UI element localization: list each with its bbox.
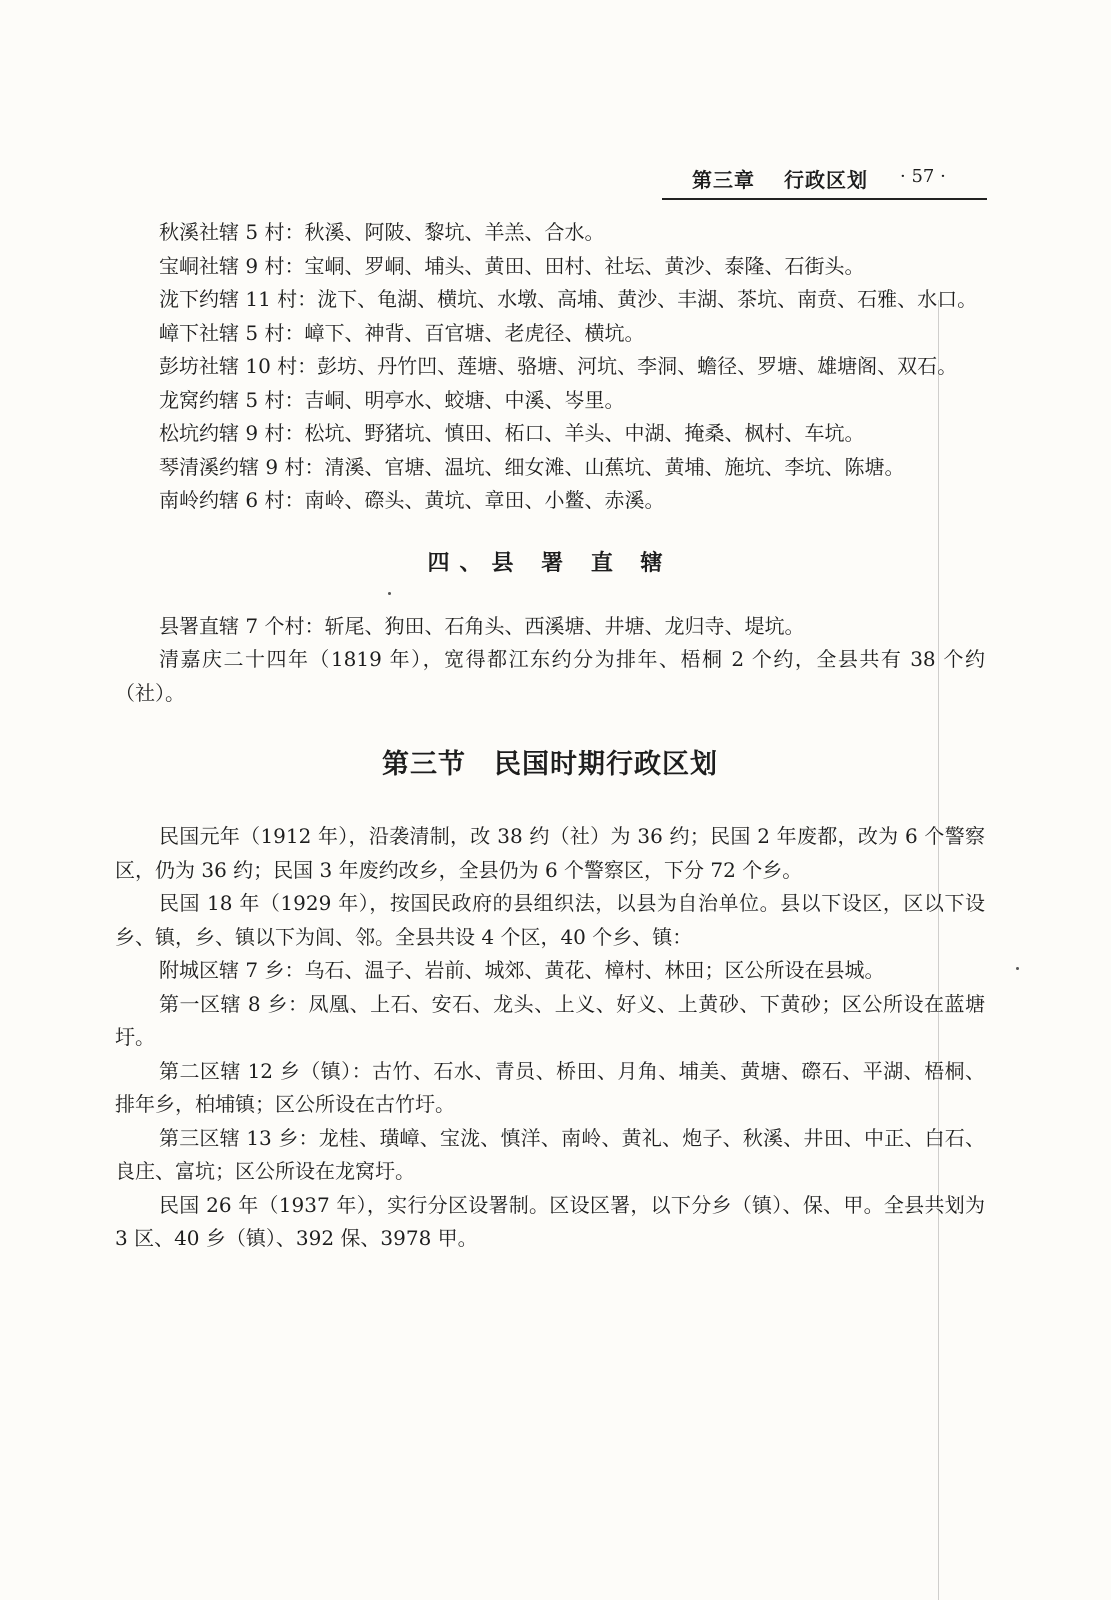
paragraph: 县署直辖 7 个村：斩尾、狗田、石角头、西溪塘、井塘、龙归寺、堤坑。	[159, 613, 805, 638]
village-line: 宝峒社辖 9 村：宝峒、罗峒、埔头、黄田、田村、社坛、黄沙、泰隆、石街头。	[159, 253, 865, 278]
scan-speck	[388, 592, 391, 595]
village-line: 泷下约辖 11 村：泷下、龟湖、横坑、水墩、高埔、黄沙、丰湖、茶坑、南贲、石雅、水口。	[159, 287, 978, 311]
village-line: 彭坊社辖 10 村：彭坊、丹竹凹、莲塘、骆塘、河坑、李洞、蟾径、罗塘、雄塘阁、双石。	[159, 354, 958, 378]
paragraph: 民国 26 年（1937 年），实行分区设署制。区设区署，以下分乡（镇）、保、甲。全县共划为 3 区、40 乡（镇）、392 保、3978 甲。	[115, 1192, 985, 1250]
running-header	[662, 158, 987, 200]
scan-speck	[1016, 967, 1019, 970]
village-line: 秋溪社辖 5 村：秋溪、阿陂、黎坑、羊羔、合水。	[159, 220, 605, 244]
village-line: 琴清溪约辖 9 村：清溪、官塘、温坑、细女滩、山蕉坑、黄埔、施坑、李坑、陈塘。	[159, 454, 905, 479]
section-four-heading: 四、县 署 直 辖	[427, 550, 673, 576]
village-line: 南岭约辖 6 村：南岭、磜头、黄坑、章田、小鳖、赤溪。	[159, 488, 665, 512]
page-body	[115, 216, 985, 1256]
paragraph: 民国 18 年（1929 年），按国民政府的县组织法，以县为自治单位。县以下设区，区以下设乡、镇，乡、镇以下为闾、邻。全县共设 4 个区，40 个乡、镇：	[115, 891, 985, 949]
chapter-title: 行政区划	[784, 168, 868, 192]
section-three-heading: 第三节 民国时期行政区划	[382, 749, 718, 780]
paragraph: 清嘉庆二十四年（1819 年），宽得都江东约分为排年、梧桐 2 个约，全县共有 38 个约（社）。	[115, 647, 985, 705]
village-line: 嶂下社辖 5 村：嶂下、神背、百官塘、老虎径、横坑。	[159, 320, 645, 345]
village-line: 龙窝约辖 5 村：吉峒、明亭水、蛟塘、中溪、岑里。	[159, 387, 625, 412]
paragraph: 第三区辖 13 乡：龙桂、璜嶂、宝泷、慎洋、南岭、黄礼、炮子、秋溪、井田、中正、白石、良庄、富坑；区公所设在龙窝圩。	[115, 1125, 985, 1183]
village-line: 松坑约辖 9 村：松坑、野猪坑、慎田、柘口、羊头、中湖、掩桑、枫村、车坑。	[159, 421, 865, 445]
paragraph: 第二区辖 12 乡（镇）：古竹、石水、青员、桥田、月角、埔美、黄塘、磜石、平湖、梧桐、排年乡，柏埔镇；区公所设在古竹圩。	[115, 1058, 985, 1116]
paragraph: 民国元年（1912 年），沿袭清制，改 38 约（社）为 36 约；民国 2 年废都，改为 6 个警察区，仍为 36 约；民国 3 年废约改乡，全县仍为 6 个警察区，下分 72 个乡。	[115, 824, 985, 882]
paragraph: 第一区辖 8 乡：凤凰、上石、安石、龙头、上义、好义、上黄砂、下黄砂；区公所设在蓝塘圩。	[115, 991, 985, 1049]
chapter-label: 第三章	[692, 168, 755, 192]
scan-artifact-line	[938, 300, 939, 1600]
paragraph: 附城区辖 7 乡：乌石、温子、岩前、城郊、黄花、樟村、林田；区公所设在县城。	[159, 958, 885, 982]
page-number: · 57 ·	[900, 166, 946, 187]
